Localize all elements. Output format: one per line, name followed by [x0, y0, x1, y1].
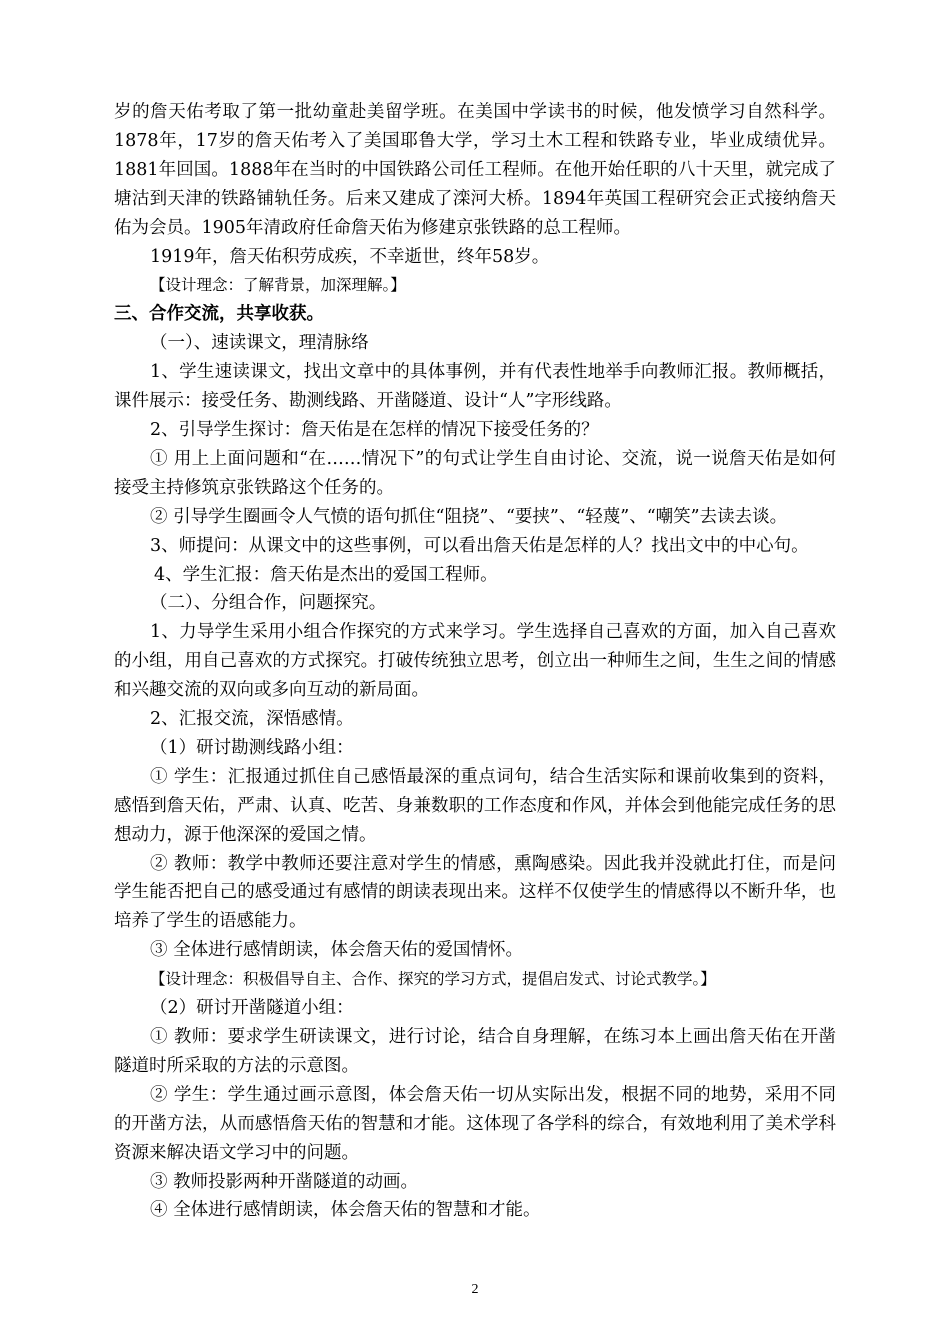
paragraph-11: 4、学生汇报：詹天佑是杰出的爱国工程师。 [154, 564, 498, 585]
design-note-1: 【设计理念：了解背景，加深理解。】 [150, 276, 406, 295]
subsection-heading-1: （一）、速读课文，理清脉络 [150, 333, 369, 354]
paragraph-21: ① 教师：要求学生研读课文，进行讨论，结合自身理解，在练习本上画出詹天佑在开凿隧道时所采取的方法的示意图。 [114, 1027, 836, 1076]
paragraph-17: ② 教师：教学中教师还要注意对学生的情感，熏陶感染。因此我并没就此打住，而是问学生能否把自己的感受通过有感情的朗读表现出来。这样不仅使学生的情感得以不断升华，也培养了学生的语感能力。 [114, 853, 836, 932]
paragraph-14: 2、汇报交流，深悟感情。 [150, 709, 354, 730]
page-number: 2 [471, 1282, 479, 1297]
paragraph-18: ③ 全体进行感情朗读，体会詹天佑的爱国情怀。 [150, 940, 524, 961]
design-note-2: 【设计理念：积极倡导自主、合作、探究的学习方式，提倡启发式、讨论式教学。】 [150, 970, 716, 989]
paragraph-6: 1、学生速读课文，找出文章中的具体事例，并有代表性地举手向教师汇报。教师概括，课件展示：接受任务、勘测线路、开凿隧道、设计“人”字形线路。 [114, 362, 836, 412]
paragraph-2: 1919年，詹天佑积劳成疾，不幸逝世，终年58岁。 [150, 246, 550, 267]
paragraph-1: 岁的詹天佑考取了第一批幼童赴美留学班。在美国中学读书的时候，他发愤学习自然科学。1878年，17岁的詹天佑考入了美国耶鲁大学，学习土木工程和铁路专业，毕业成绩优异。1881年回国。1888年在当时的中国铁路公司任工程师。在他开始任职的八十天里，就完成了塘沽到天津的铁路铺轨任务。后来又建成了滦河大桥。1894年英国工程研究会正式接纳詹天佑为会员。1905年清政府任命詹天佑为修建京张铁路的总工程师。 [114, 102, 836, 238]
section-heading-3: 三、合作交流，共享收获。 [114, 304, 324, 325]
paragraph-23: ③ 教师投影两种开凿隧道的动画。 [150, 1171, 419, 1192]
group-heading-2: （2）研讨开凿隧道小组： [150, 998, 354, 1019]
paragraph-10: 3、师提问：从课文中的这些事例，可以看出詹天佑是怎样的人？找出文中的中心句。 [150, 535, 809, 556]
paragraph-13: 1、力导学生采用小组合作探究的方式来学习。学生选择自己喜欢的方面，加入自己喜欢的小组，用自己喜欢的方式探究。打破传统独立思考，创立出一种师生之间，生生之间的情感和兴趣交流的双向或多向互动的新局面。 [114, 622, 836, 701]
paragraph-22: ② 学生：学生通过画示意图，体会詹天佑一切从实际出发，根据不同的地势，采用不同的开凿方法，从而感悟詹天佑的智慧和才能。这体现了各学科的综合，有效地利用了美术学科资源来解决语文学习中的问题。 [114, 1084, 836, 1163]
document-body [114, 98, 836, 1225]
subsection-heading-2: （二）、分组合作，问题探究。 [150, 593, 387, 614]
paragraph-16: ① 学生：汇报通过抓住自己感悟最深的重点词句，结合生活实际和课前收集到的资料，感悟到詹天佑，严肃、认真、吃苦、身兼数职的工作态度和作风，并体会到他能完成任务的思想动力，源于他深深的爱国之情。 [114, 766, 836, 845]
paragraph-9: ② 引导学生圈画令人气愤的语句抓住“阻挠”、“要挟”、“轻蔑”、“嘲笑”去读去谈。 [150, 506, 788, 527]
paragraph-24: ④ 全体进行感情朗读，体会詹天佑的智慧和才能。 [150, 1200, 541, 1221]
paragraph-8: ① 用上上面问题和“在……情况下”的句式让学生自由讨论、交流，说一说詹天佑是如何接受主持修筑京张铁路这个任务的。 [114, 448, 836, 498]
paragraph-7: 2、引导学生探讨：詹天佑是在怎样的情况下接受任务的？ [150, 419, 599, 440]
group-heading-1: （1）研讨勘测线路小组： [150, 737, 354, 758]
